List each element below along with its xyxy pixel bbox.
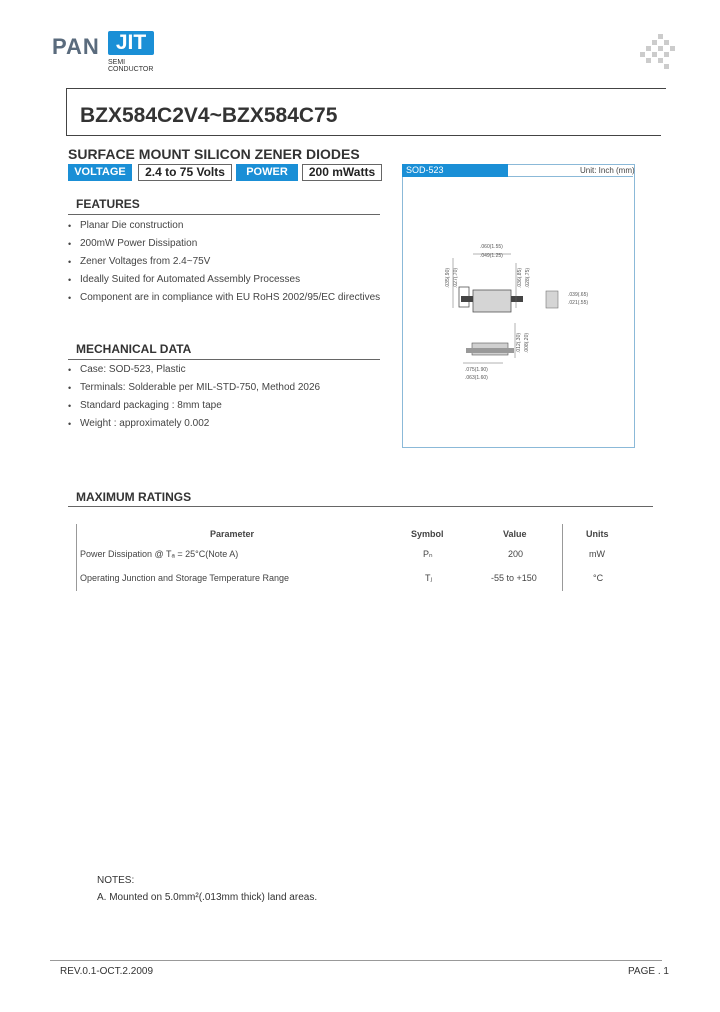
svg-text:.060(1.55): .060(1.55) <box>480 244 503 250</box>
logo-semi-text: SEMI <box>108 59 126 66</box>
voltage-value-box: 2.4 to 75 Volts <box>138 164 232 181</box>
col-header-units: Units <box>586 529 609 539</box>
revision-text: REV.0.1-OCT.2.2009 <box>60 966 154 977</box>
ratings-rule <box>68 506 653 507</box>
corner-decoration-icon <box>636 34 680 74</box>
feature-item: • Zener Voltages from 2.4~75V <box>68 255 398 273</box>
voltage-label-badge: VOLTAGE <box>68 164 132 181</box>
table-cell-parameter: Power Dissipation @ Tₐ = 25°C(Note A) <box>80 549 239 559</box>
table-cell-parameter: Operating Junction and Storage Temperature Range <box>80 573 289 583</box>
mechanical-item: • Terminals: Solderable per MIL-STD-750, Method 2026 <box>68 381 398 399</box>
svg-text:.075(1.90): .075(1.90) <box>465 367 488 373</box>
table-cell-symbol: Pₙ <box>423 549 433 559</box>
features-heading: FEATURES <box>76 197 140 211</box>
package-name-badge: SOD-523 <box>402 164 508 177</box>
table-left-border <box>76 524 77 591</box>
features-rule <box>68 214 380 215</box>
svg-text:.021(.55): .021(.55) <box>568 300 589 306</box>
svg-text:.012(.30): .012(.30) <box>516 332 522 353</box>
power-label-badge: POWER <box>236 164 298 181</box>
mechanical-heading: MECHANICAL DATA <box>76 342 192 356</box>
mechanical-item: • Weight : approximately 0.002 <box>68 417 398 435</box>
svg-text:.049(1.25): .049(1.25) <box>480 253 503 259</box>
col-header-symbol: Symbol <box>411 529 444 539</box>
package-unit-text: Unit: Inch (mm) <box>580 166 635 175</box>
table-cell-symbol: Tⱼ <box>425 573 433 583</box>
feature-item: • 200mW Power Dissipation <box>68 237 398 255</box>
product-subtitle: SURFACE MOUNT SILICON ZENER DIODES <box>68 146 360 162</box>
mechanical-item: • Standard packaging : 8mm tape <box>68 399 398 417</box>
svg-text:.063(1.60): .063(1.60) <box>465 375 488 381</box>
table-column-divider <box>562 524 563 591</box>
note-a-text: A. Mounted on 5.0mm²(.013mm thick) land areas. <box>97 892 318 903</box>
footer-rule <box>50 960 662 961</box>
title-rule-bottom <box>66 135 661 136</box>
mechanical-rule <box>68 359 380 360</box>
col-header-value: Value <box>503 529 527 539</box>
feature-item: • Planar Die construction <box>68 219 398 237</box>
svg-text:.036(.85): .036(.85) <box>517 267 523 288</box>
col-header-parameter: Parameter <box>210 529 255 539</box>
package-dimension-drawing <box>403 178 632 445</box>
table-cell-units: °C <box>593 573 604 583</box>
part-number-title: BZX584C2V4~BZX584C75 <box>80 104 338 127</box>
logo-jit-badge: JIT <box>108 31 154 55</box>
features-list <box>68 219 398 309</box>
feature-item: • Component are in compliance with EU RoHS 2002/95/EC directives <box>68 291 398 309</box>
table-cell-value: -55 to +150 <box>491 573 537 583</box>
svg-text:.028(.75): .028(.75) <box>525 267 531 288</box>
title-rule-left <box>66 88 67 136</box>
logo-conductor-text: CONDUCTOR <box>108 66 154 73</box>
svg-text:.035(.90): .035(.90) <box>445 267 451 288</box>
package-header-rule <box>508 176 633 177</box>
ratings-heading: MAXIMUM RATINGS <box>76 490 192 504</box>
feature-item: • Ideally Suited for Automated Assembly Processes <box>68 273 398 291</box>
svg-text:.027(.70): .027(.70) <box>453 267 459 288</box>
table-cell-units: mW <box>589 549 605 559</box>
logo-pan-text: PAN <box>52 34 100 59</box>
power-value-box: 200 mWatts <box>302 164 382 181</box>
page-number-text: PAGE . 1 <box>628 966 669 977</box>
mechanical-list <box>68 363 398 435</box>
title-rule-top <box>66 88 666 89</box>
svg-text:.008(.20): .008(.20) <box>524 332 530 353</box>
table-cell-value: 200 <box>508 549 524 559</box>
mechanical-item: • Case: SOD-523, Plastic <box>68 363 398 381</box>
svg-text:.039(.65): .039(.65) <box>568 292 589 298</box>
notes-heading: NOTES: <box>97 875 135 886</box>
